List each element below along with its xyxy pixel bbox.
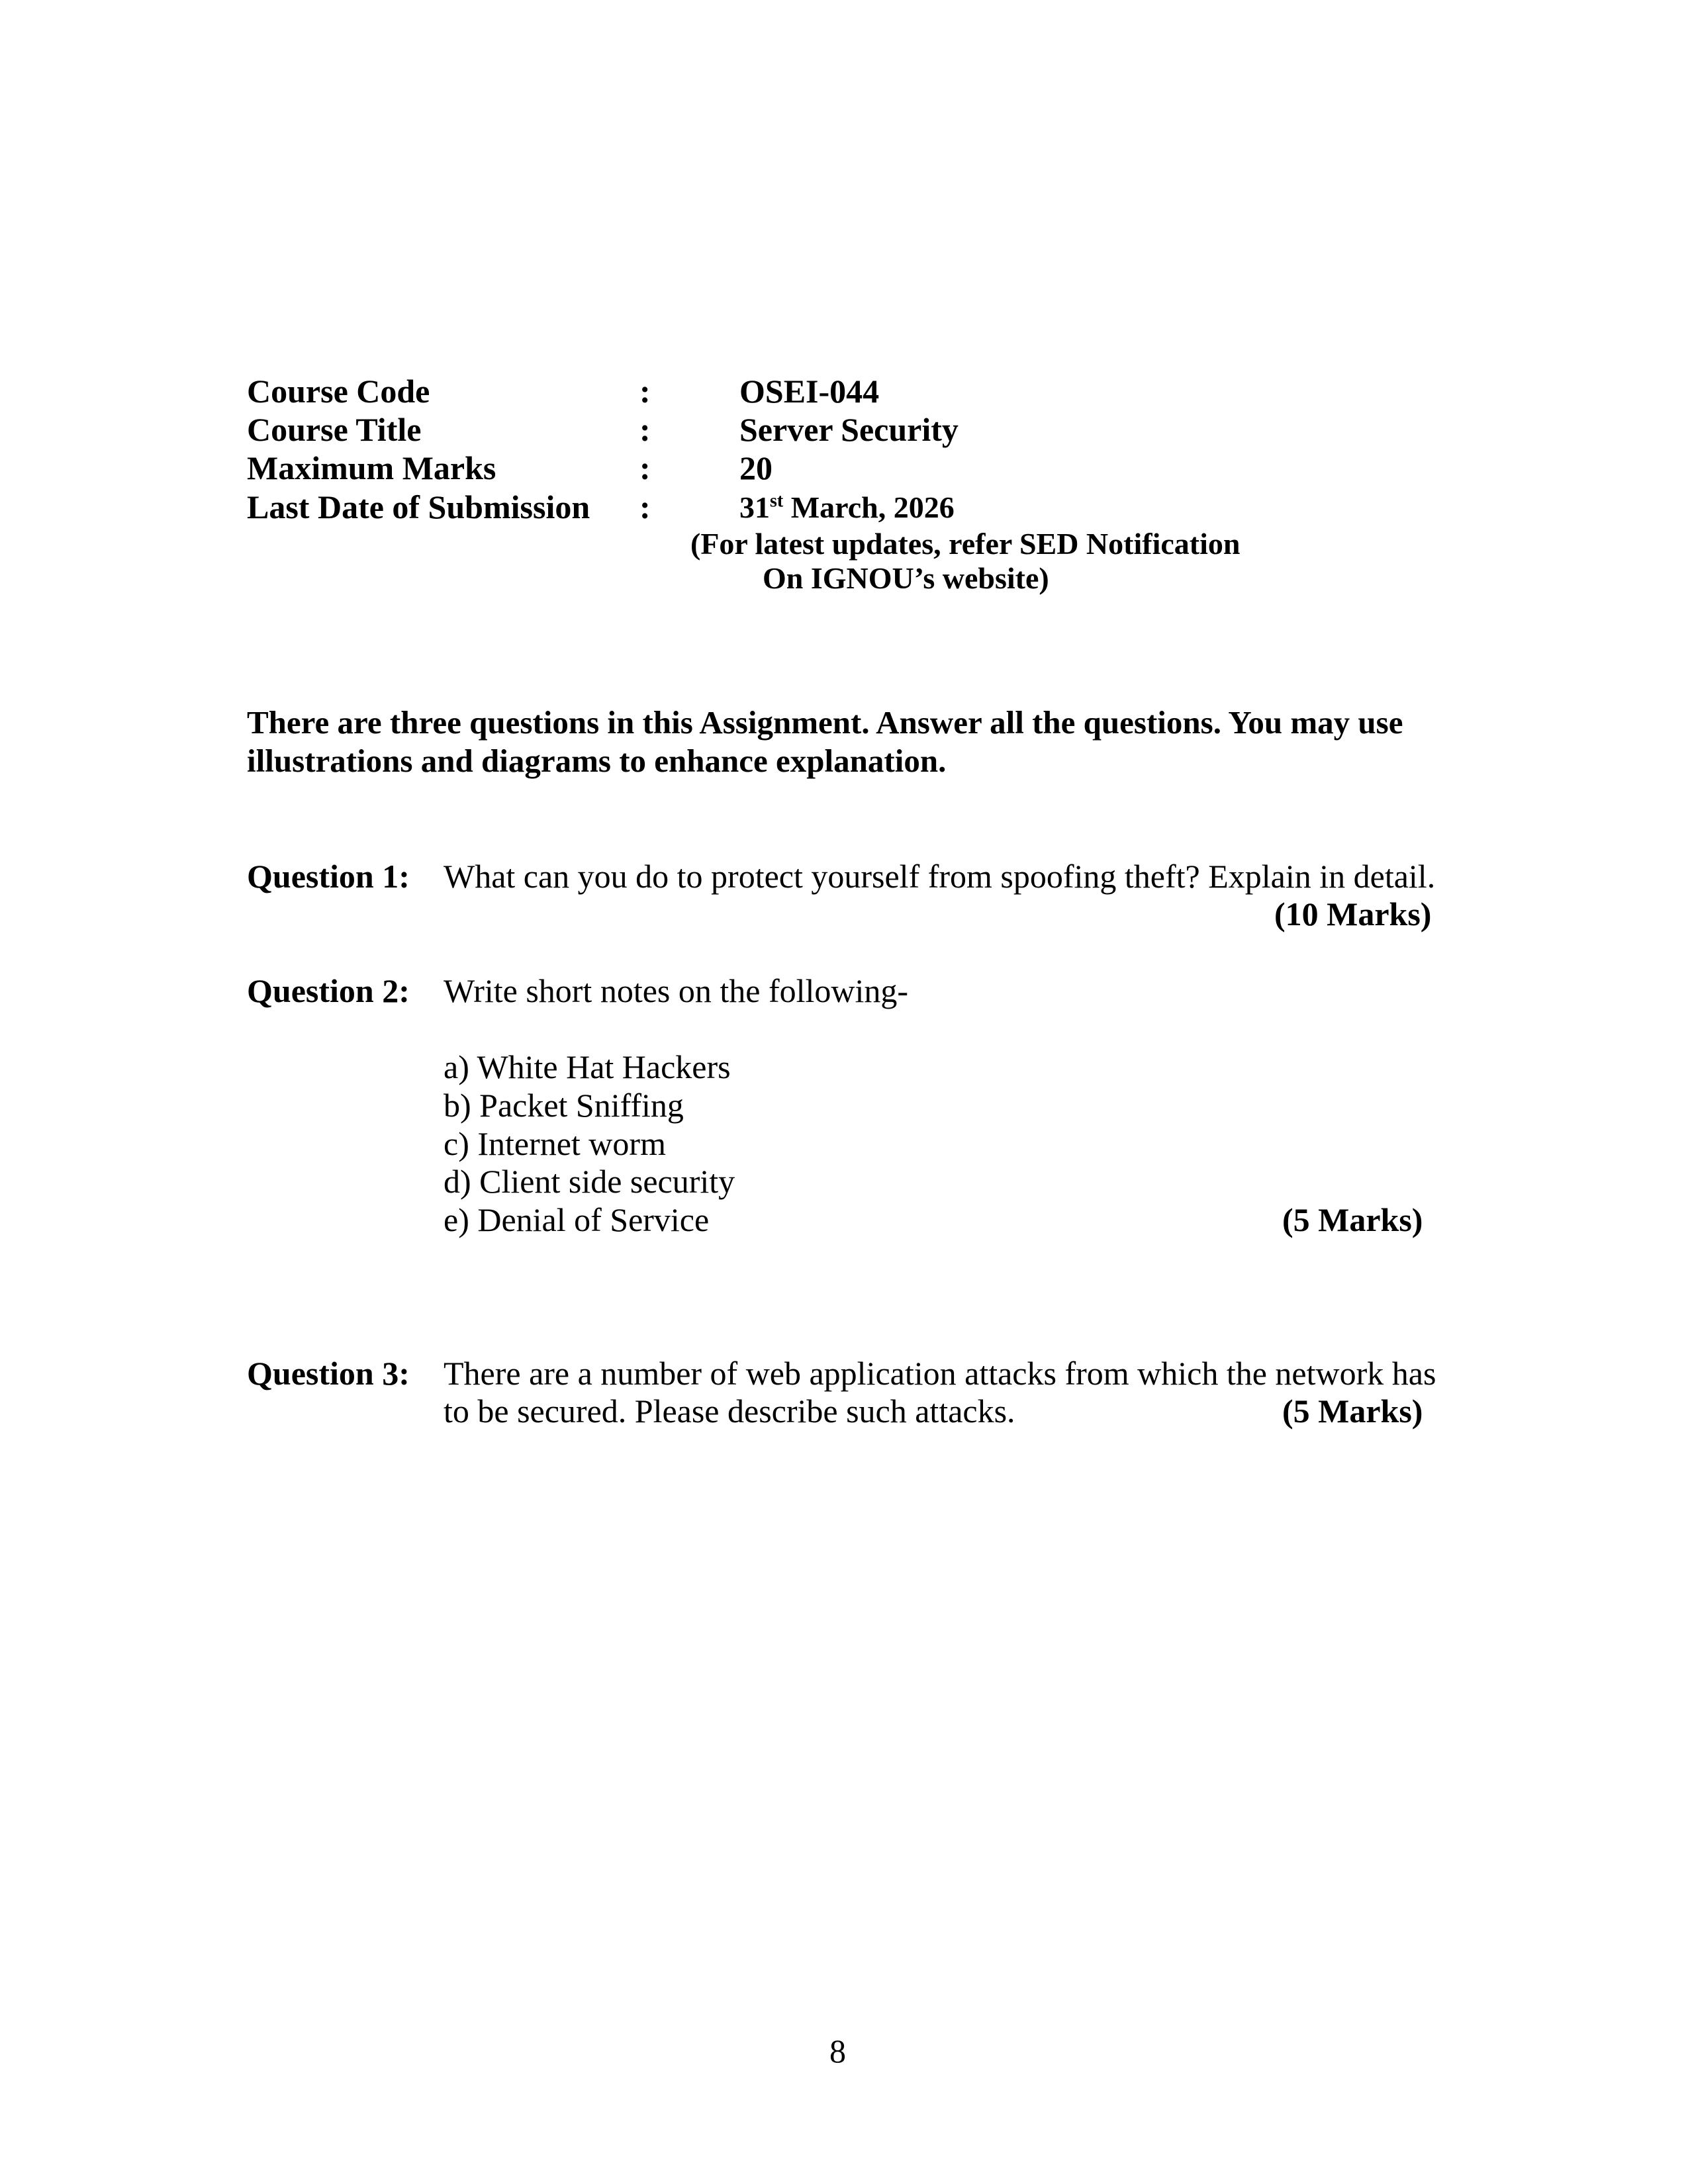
submission-date-value [739, 490, 955, 525]
course-title-value: Server Security [739, 411, 959, 448]
submission-date-rest: March, 2026 [783, 490, 955, 524]
question-2-label: Question 2: [247, 972, 410, 1009]
maximum-marks-label: Maximum Marks [247, 449, 496, 486]
course-code-label: Course Code [247, 373, 430, 410]
question-2-item-a: a) White Hat Hackers [444, 1048, 731, 1085]
question-1-label: Question 1: [247, 858, 410, 895]
question-3-text-line-1: There are a number of web application attacks from which the network has [444, 1355, 1436, 1392]
question-2-marks: (5 Marks) [1282, 1201, 1423, 1238]
submission-date-label: Last Date of Submission [247, 488, 590, 525]
question-2-item-c: c) Internet worm [444, 1125, 666, 1162]
question-2-item-d: d) Client side security [444, 1163, 735, 1200]
question-3-label: Question 3: [247, 1355, 410, 1392]
update-note-line-2: On IGNOU’s website) [763, 561, 1049, 595]
update-note-line-1: (For latest updates, refer SED Notification [690, 527, 1241, 561]
question-1-marks: (10 Marks) [1274, 895, 1432, 933]
course-code-colon: : [639, 373, 651, 410]
question-2-item-b: b) Packet Sniffing [444, 1087, 684, 1124]
maximum-marks-value: 20 [739, 449, 773, 486]
course-code-value: OSEI-044 [739, 373, 880, 410]
instructions-line-2: illustrations and diagrams to enhance explanation. [247, 743, 947, 779]
submission-date-suffix: st [770, 490, 784, 512]
instructions-line-1: There are three questions in this Assignment. Answer all the questions. You may use [247, 704, 1403, 741]
submission-date-colon: : [639, 488, 651, 525]
question-2-text: Write short notes on the following- [444, 972, 909, 1009]
page-number: 8 [829, 2032, 846, 2070]
question-2-item-e: e) Denial of Service [444, 1201, 710, 1238]
question-3-text-line-2: to be secured. Please describe such attacks. [444, 1392, 1015, 1430]
submission-date-day: 31 [739, 490, 770, 524]
question-1-text: What can you do to protect yourself from spoofing theft? Explain in detail. [444, 858, 1436, 895]
maximum-marks-colon: : [639, 449, 651, 486]
question-3-marks: (5 Marks) [1282, 1392, 1423, 1430]
course-title-label: Course Title [247, 411, 422, 448]
course-title-colon: : [639, 411, 651, 448]
